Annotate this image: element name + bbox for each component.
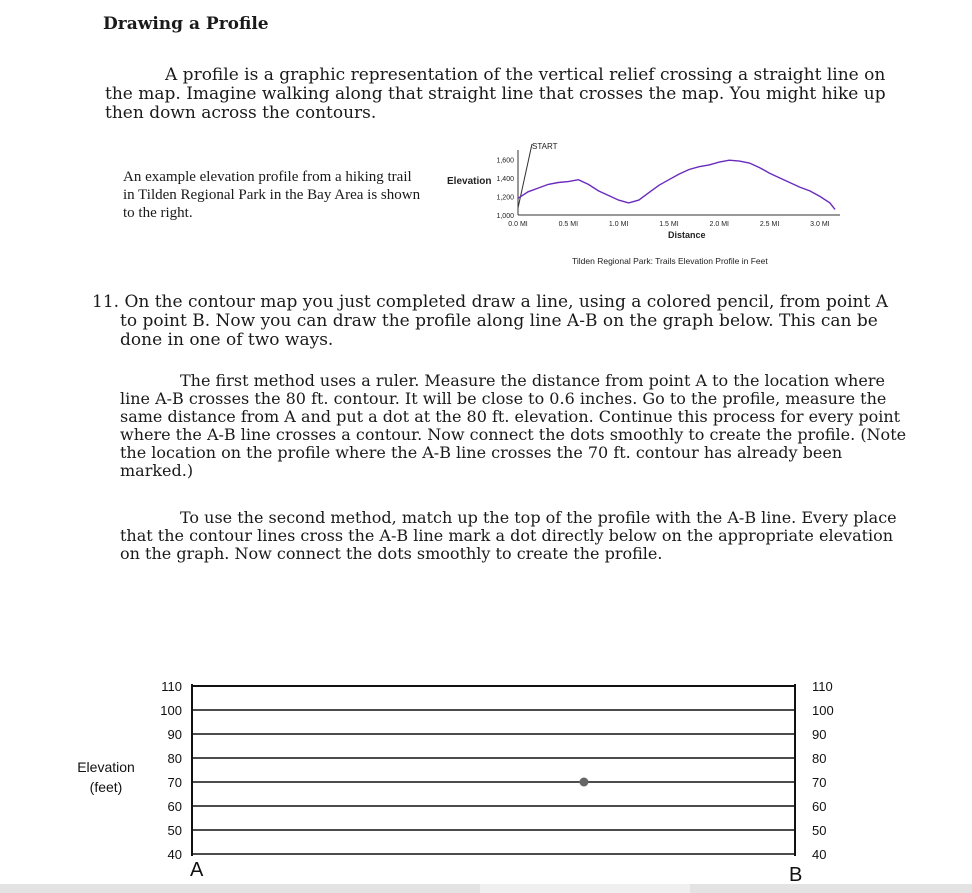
graph-right-ticks — [812, 679, 834, 862]
right-tick-label: 40 — [812, 847, 827, 862]
right-tick-label: 90 — [812, 727, 827, 742]
example-y-axis-label: Elevation — [447, 176, 492, 187]
graph-points — [579, 778, 588, 787]
example-y-tick-label: 1,600 — [496, 157, 514, 165]
right-tick-label: 60 — [812, 799, 827, 814]
left-tick-label: 50 — [167, 823, 182, 838]
graph-y-axis-label: Elevation — [77, 759, 135, 775]
example-x-tick-label: 0.5 MI — [558, 221, 579, 228]
example-x-tick-label: 0.0 MI — [508, 221, 528, 228]
left-tick-label: 80 — [167, 751, 182, 766]
example-x-tick-label: 1.5 MI — [659, 221, 679, 228]
example-x-tick-label: 2.0 MI — [709, 221, 729, 228]
right-tick-label: 50 — [812, 823, 827, 838]
example-y-ticks — [496, 157, 514, 220]
example-y-tick-label: 1,000 — [496, 213, 514, 220]
right-tick-label: 100 — [812, 703, 834, 718]
example-description: An example elevation profile from a hiking trail in Tilden Regional Park in the Bay Area is shown to the right. — [123, 169, 421, 221]
graph-left-ticks — [160, 679, 182, 862]
bottom-scroll-thumb — [480, 884, 690, 893]
left-tick-label: 40 — [167, 847, 182, 862]
profile-graph — [0, 670, 972, 884]
example-profile-line — [518, 160, 835, 209]
example-x-tick-label: 3.0 MI — [810, 221, 830, 228]
example-caption: Tilden Regional Park: Trails Elevation Profile in Feet — [572, 256, 768, 266]
left-tick-label: 70 — [167, 775, 182, 790]
point-b-label: B — [789, 864, 803, 884]
graph-y-axis-units: (feet) — [89, 779, 123, 795]
left-tick-label: 60 — [167, 799, 182, 814]
example-x-tick-label: 1.0 MI — [608, 221, 629, 228]
right-tick-label: 80 — [812, 751, 827, 766]
marked-point — [579, 778, 588, 787]
method-one-paragraph: The first method uses a ruler. Measure the distance from point A to the location where line A-B crosses the 80 ft. contour. It will be close to 0.6 inches. Go to the profile, measure the same distance from A and put a dot at the 80 ft. elevation. Continue this process for every point where the A-B line crosses a contour. Now connect the dots smoothly to create the profile. (Note the location on the profile where the A-B line crosses the 70 ft. contour has already been marked.) — [120, 371, 907, 480]
right-tick-label: 110 — [812, 679, 833, 694]
example-x-axis-label: Distance — [668, 230, 706, 240]
method-two-paragraph: To use the second method, match up the top of the profile with the A-B line. Every place that the contour lines cross the A-B line mark a dot directly below on the appropriate elevation on the graph. Now connect the dots smoothly to create the profile. — [120, 508, 897, 563]
example-profile-chart — [440, 138, 840, 273]
example-x-tick-label: 2.5 MI — [759, 221, 780, 228]
question-11: 11. On the contour map you just completed draw a line, using a colored pencil, from point A to point B. Now you can draw the profile along line A-B on the graph below. This can be done in one of two ways. — [92, 292, 888, 350]
left-tick-label: 90 — [167, 727, 182, 742]
start-label: START — [532, 142, 558, 151]
right-tick-label: 70 — [812, 775, 827, 790]
left-tick-label: 100 — [160, 703, 182, 718]
graph-gridlines — [192, 686, 795, 854]
left-tick-label: 110 — [161, 679, 182, 694]
example-y-tick-label: 1,200 — [496, 194, 514, 202]
point-a-label: A — [190, 859, 204, 881]
page-title: Drawing a Profile — [103, 14, 269, 34]
intro-paragraph: A profile is a graphic representation of the vertical relief crossing a straight line on the map. Imagine walking along that straight line that crosses the map. You might hike up then down across the contours. — [105, 65, 886, 123]
example-x-ticks — [508, 221, 829, 228]
start-pointer — [518, 144, 532, 208]
example-y-tick-label: 1,400 — [496, 175, 514, 183]
